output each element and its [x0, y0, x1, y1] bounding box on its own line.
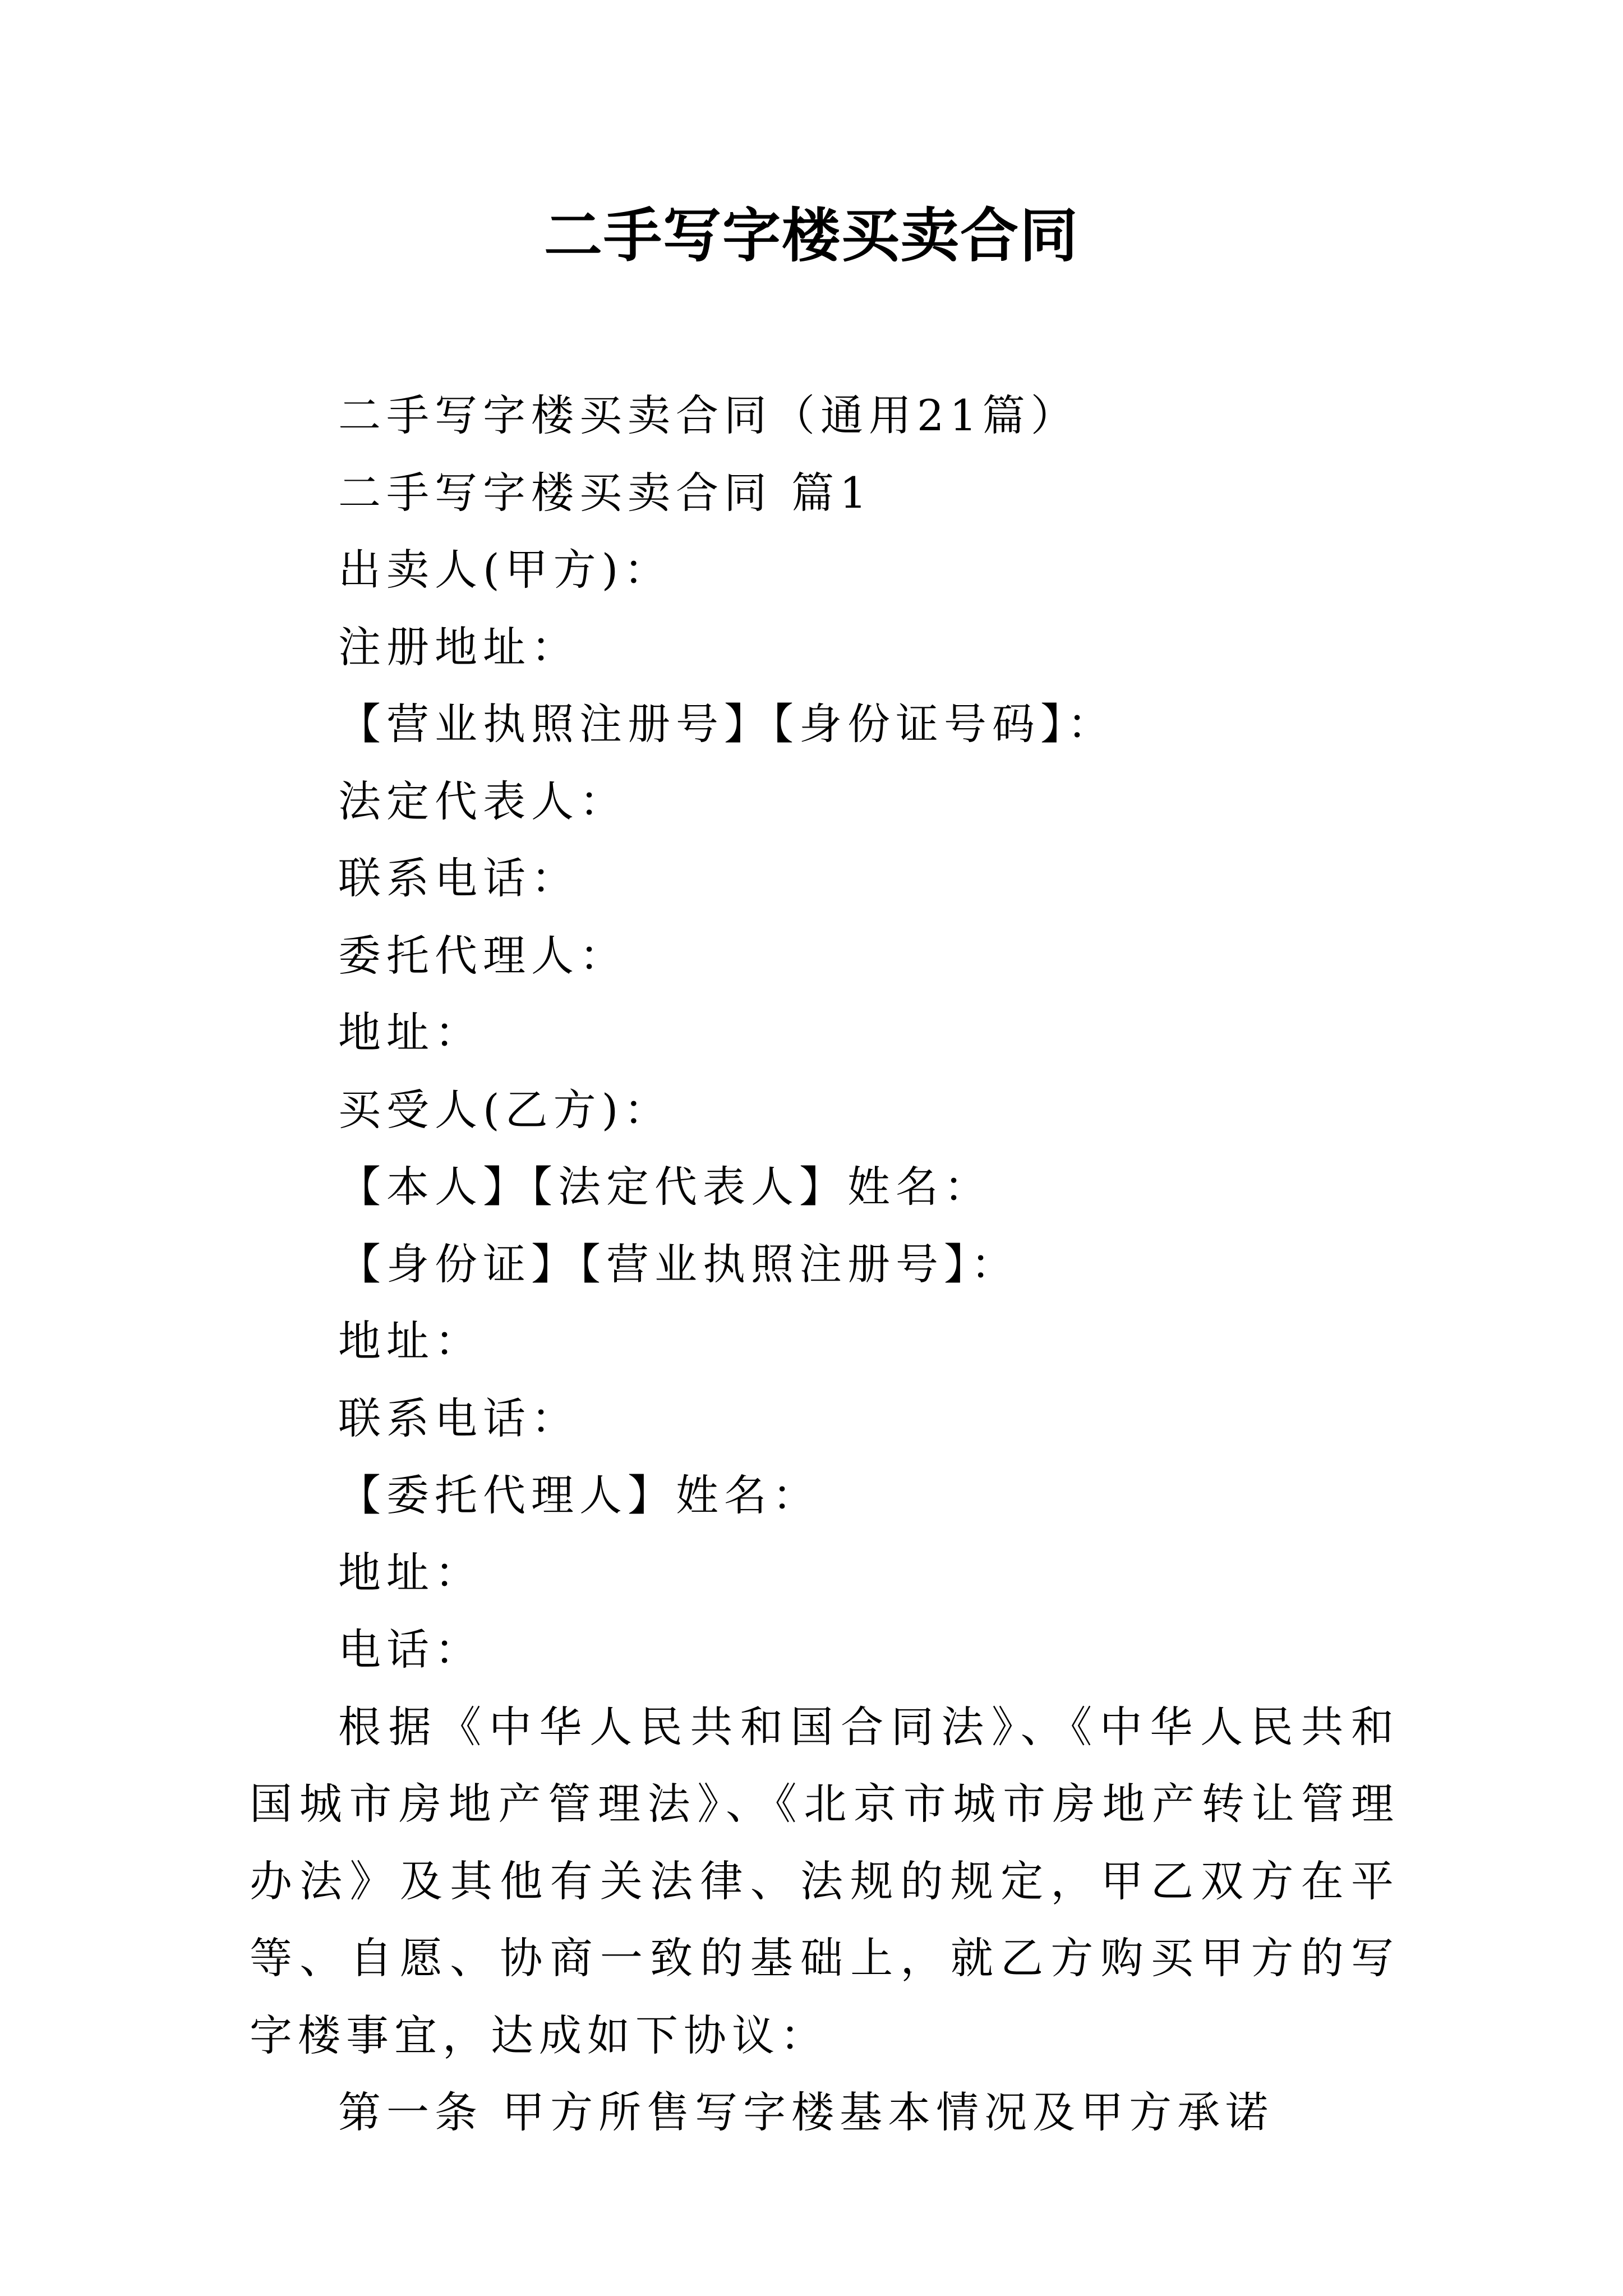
article-one-heading: 第一条 甲方所售写字楼基本情况及甲方承诺	[338, 2087, 1274, 2137]
buyer-id-label: 【身份证】【营业执照注册号】：	[338, 1239, 1019, 1289]
registered-address-label: 注册地址：	[338, 622, 579, 672]
buyer-label: 买受人(乙方)：	[338, 1084, 672, 1135]
document-body	[250, 377, 1399, 2151]
agent-label: 委托代理人：	[338, 930, 628, 981]
license-id-label: 【营业执照注册号】【身份证号码】：	[338, 699, 1115, 749]
buyer-name-label: 【本人】【法定代表人】姓名：	[338, 1162, 992, 1212]
buyer-phone-label: 联系电话：	[338, 1393, 579, 1443]
phone-label: 联系电话：	[338, 853, 579, 903]
buyer-address-label: 地址：	[338, 1316, 483, 1366]
address-label: 地址：	[338, 1007, 483, 1057]
legal-basis-paragraph: 根据《中华人民共和国合同法》、《中华人民共和国城市房地产管理法》、《北京市城市房地产转让管理办法》及其他有关法律、法规的规定，甲乙双方在平等、自愿、协商一致的基础上，就乙方购买甲方的写字楼事宜，达成如下协议：	[250, 1701, 1399, 2060]
buyer-agent-phone-label: 电话：	[338, 1625, 483, 1674]
seller-label: 出卖人(甲方)：	[338, 545, 672, 595]
document-title: 二手写字楼买卖合同	[543, 201, 1079, 270]
subtitle-line: 二手写字楼买卖合同（通用21篇）	[338, 390, 1079, 440]
buyer-agent-address-label: 地址：	[338, 1547, 483, 1598]
legal-representative-label: 法定代表人：	[338, 776, 628, 826]
buyer-agent-label: 【委托代理人】姓名：	[338, 1470, 820, 1520]
section-heading: 二手写字楼买卖合同 篇1	[338, 467, 873, 518]
